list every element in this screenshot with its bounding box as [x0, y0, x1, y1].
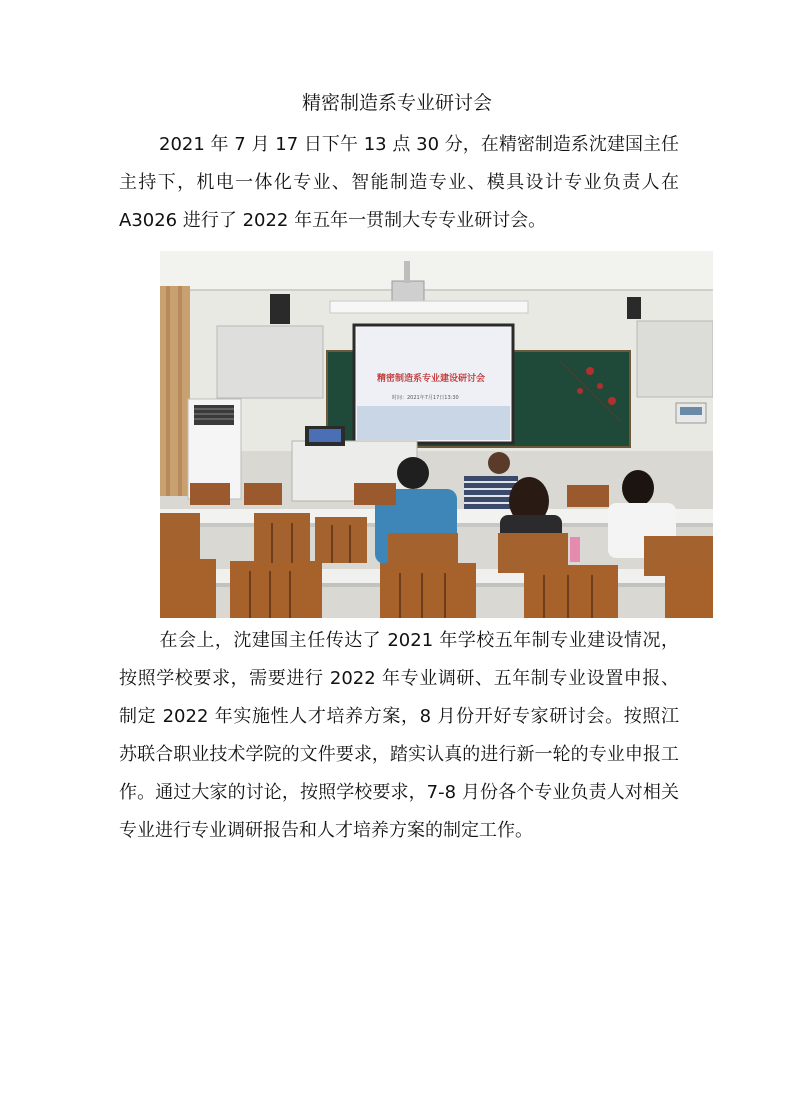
paragraph-details [119, 622, 679, 850]
document-title: 精密制造系专业研讨会 [301, 92, 492, 114]
paragraph-intro [119, 126, 679, 240]
paragraph-intro-text: 2021 年 7 月 17 日下午 13 点 30 分，在精密制造系沈建国主任主持下，机电一体化专业、智能制造专业、模具设计专业负责人在 A3026 进行了 2022 年五年一贯制大专专业研讨会。 [119, 134, 679, 231]
paragraph-details-text: 在会上，沈建国主任传达了 2021 年学校五年制专业建设情况，按照学校要求，需要进行 2022 年专业调研、五年制专业设置申报、制定 2022 年实施性人才培养方案，8 月份开好专家研讨会。按照江苏联合职业技术学院的文件要求，踏实认真的进行新一轮的专业申报工作。通过大家的讨论，按照学校要求，7-8 月份各个专业负责人对相关专业进行专业调研报告和人才培养方案的制定工作。 [119, 630, 679, 841]
screen-subtitle-text: 时间：2021年7月17日13:30 [392, 395, 459, 401]
meeting-photo [160, 251, 713, 618]
screen-title-text: 精密制造系专业建设研讨会 [377, 374, 486, 384]
